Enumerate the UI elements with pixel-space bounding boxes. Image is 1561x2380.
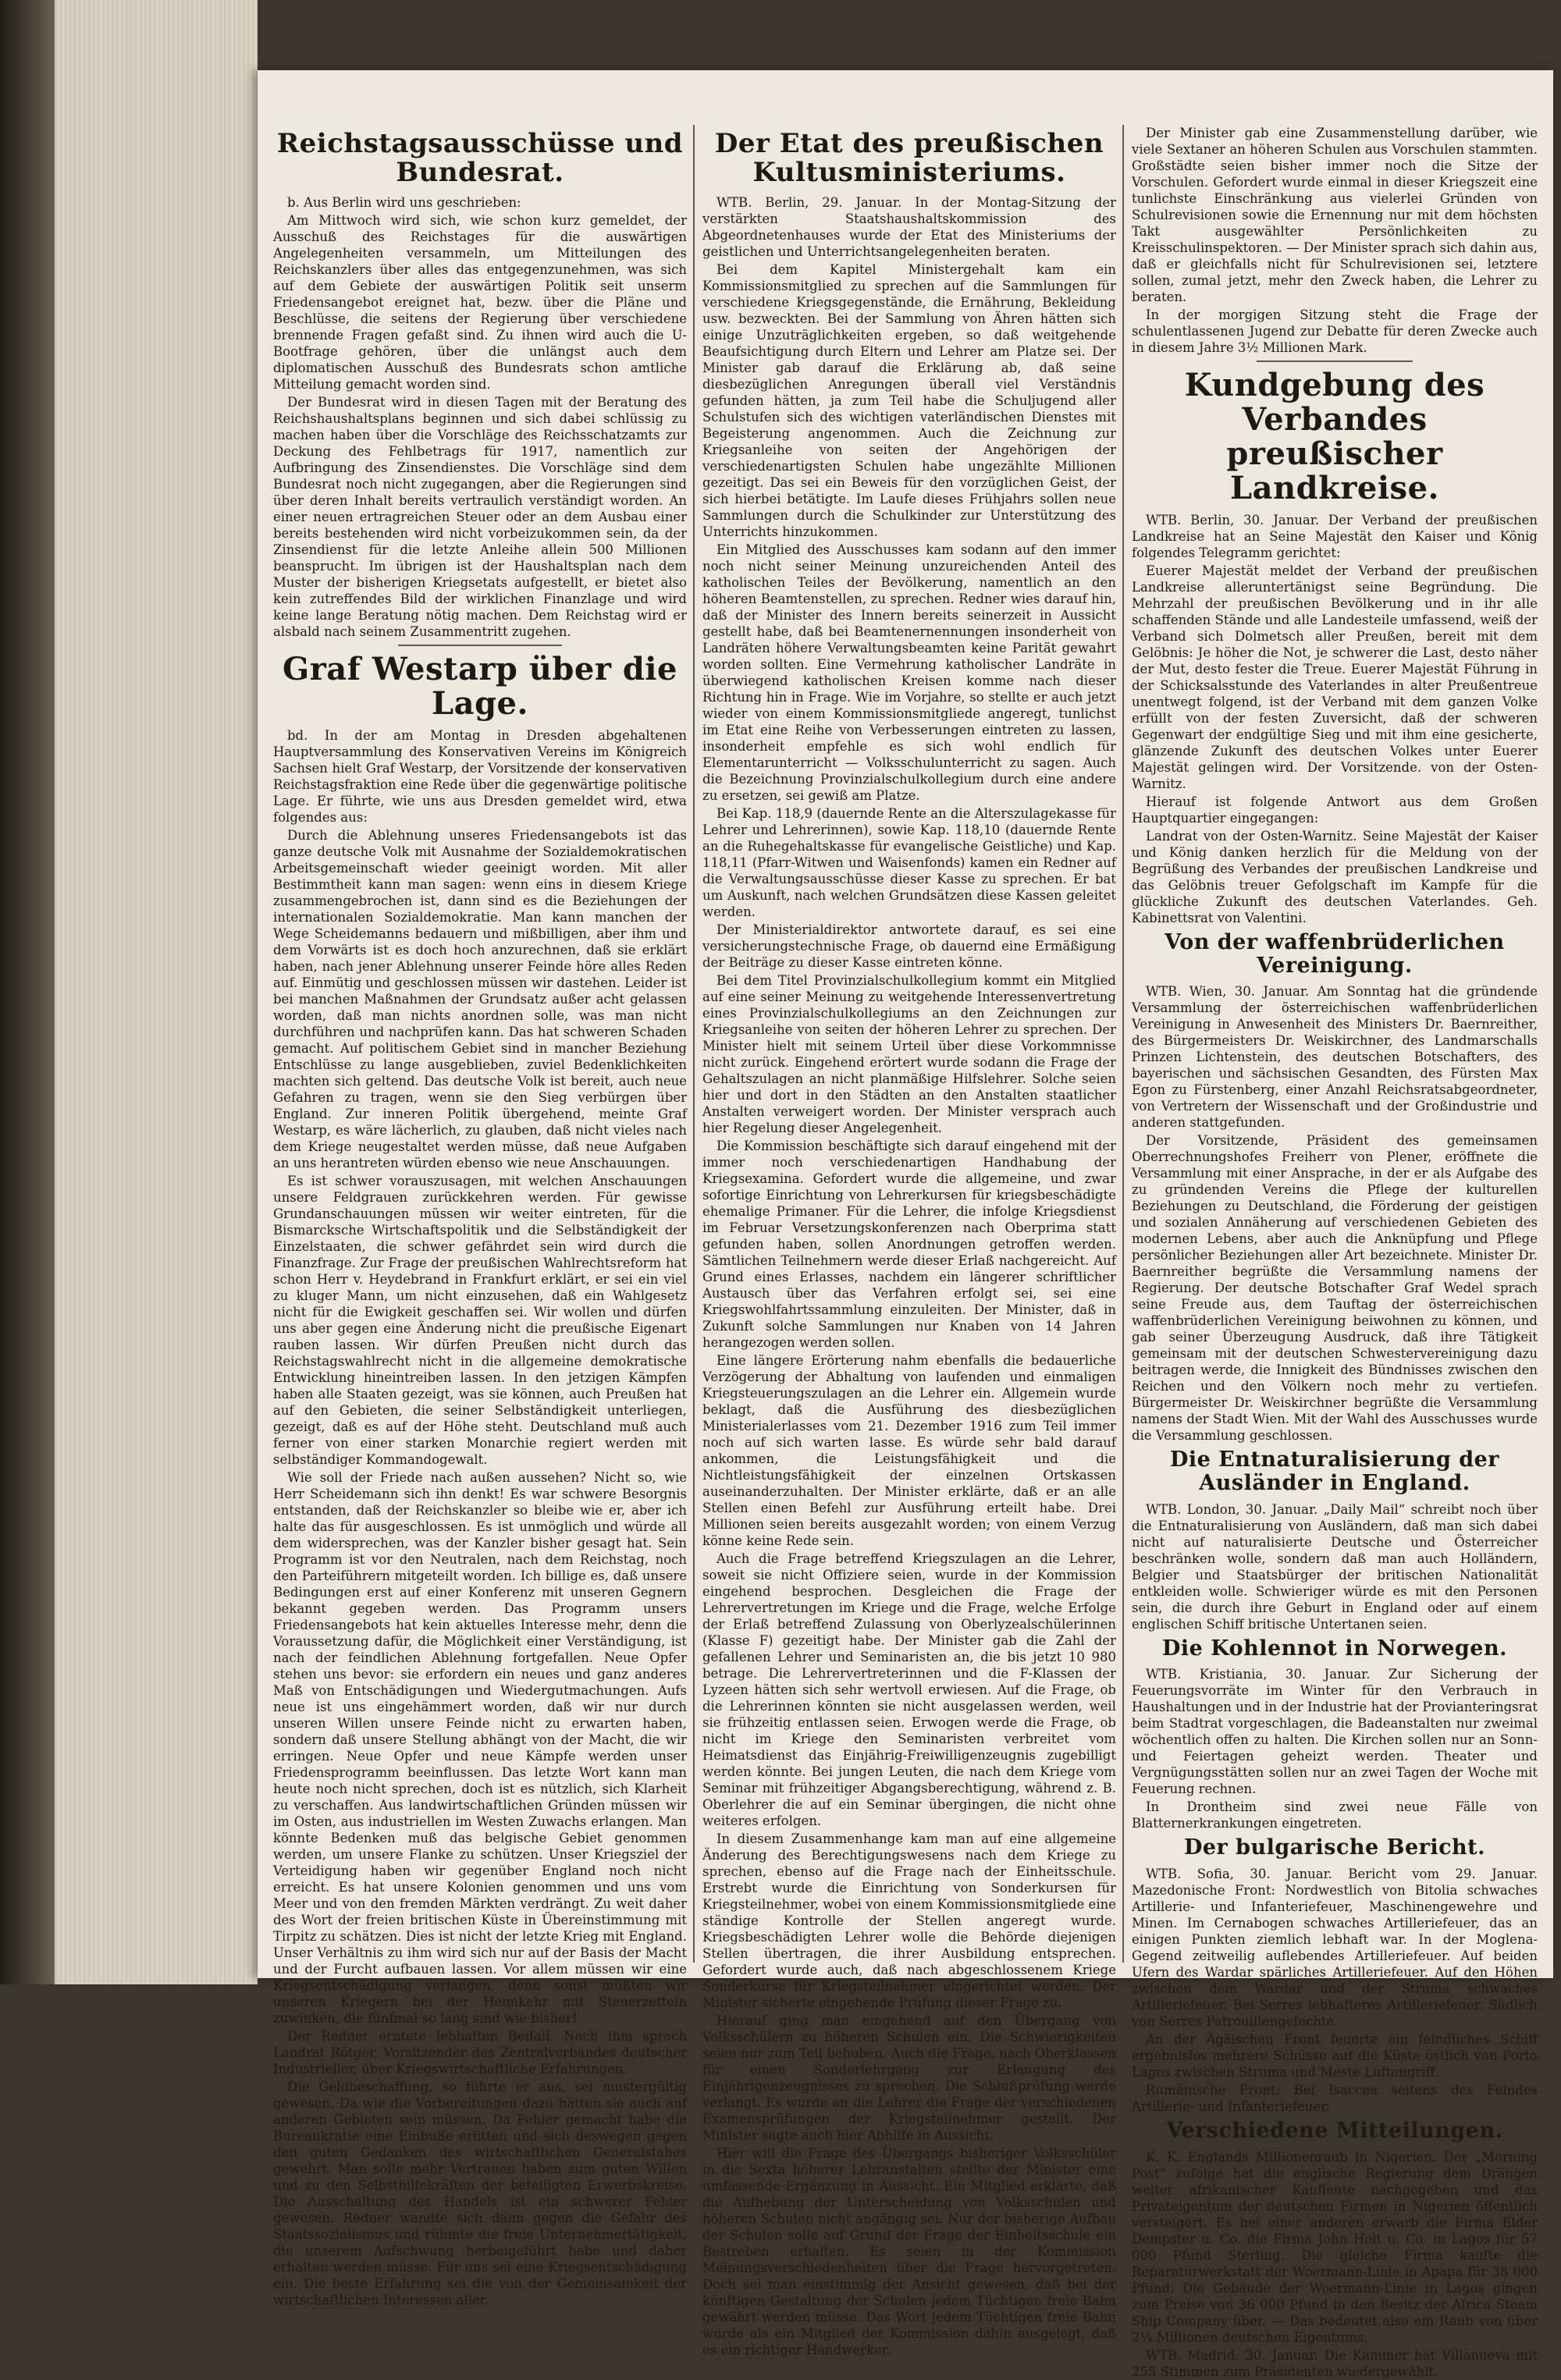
article-paragraph: WTB. Sofia, 30. Januar. Bericht vom 29. Januar. Mazedonische Front: Nordwestlich von Bitolia schwaches Artillerie- und Infanteriefeuer, Maschinengewehre und Minen. Im Cernabogen schwaches Artilleriefeuer, das an einigen Punkten ziemlich lebhaft war. In der Moglena-Gegend zeitweilig auflebendes Artilleriefeuer. Auf beiden Ufern des Wardar spärliches Artilleriefeuer. Auf den Höhen zwischen dem Wardar und der Struma schwaches Artilleriefeuer. Bei Serres lebhafteres Artilleriefeuer. Südlich von Serres Patrouillengefechte. [1132,1867,1538,2030]
article-paragraph: Der Ministerialdirektor antwortete darauf, es sei eine versicherungstechnische Frage, ob dauernd eine Ermäßigung der Beiträge zu dieser Kasse eintreten könne. [702,922,1116,970]
article-kohlennot [1132,1637,1538,1832]
article-paragraph: Ein Mitglied des Ausschusses kam sodann auf den immer noch nicht seiner Meinung unzureichenden Anteil des katholischen Teiles der Bevölkerung, namentlich an den höheren Beamtenstellen, zu sprechen. Redner wies darauf hin, daß der Minister des Innern bereits seinerzeit in Aussicht gestellt habe, daß bei Beamtenernennungen insonderheit von Landräten höhere Verwaltungsbeamten keine Parität gewahrt worden sollten. Eine Vermehrung katholischer Landräte in überwiegend katholischen Kreisen komme nach dieser Richtung hin in Frage. Wie im Vorjahre, so stellte er auch jetzt wieder von einem Kommissionsmitgliede angeregt, tunlichst im Etat eine Reihe von Verbesserungen eintreten zu lassen, insonderheit empfehle es sich wohl endlich für Elementarunterricht — Volksschulunterricht zu sagen. Auch die Bezeichnung Provinzialschulkollegium durch eine andere zu ersetzen, sei gewiß am Platze. [702,542,1116,803]
article-paragraph: Die Kommission beschäftigte sich darauf eingehend mit der immer noch verschiedenartigen Handhabung der Kriegsexamina. Gefordert wurde die allgemeine, und zwar sofortige Einrichtung von Lehrerkursen für kriegsbeschädigte ehemalige Primaner. Für die Lehrer, die infolge Kriegsdienst im Februar Versetzungskonferenzen nach Oberprima statt gefunden haben, sollen Anordnungen getroffen werden. Sämtlichen Teilnehmern werde dieser Erlaß nachgereicht. Auf Grund eines Erlasses, nachdem ein längerer schriftlicher Austausch über das Verfahren erfolgt sei, sei eine Kriegswohlfahrtssammlung einzuleiten. Der Minister, daß in Zukunft solche Sammlungen nur Knaben von 14 Jahren herangezogen werden sollen. [702,1138,1116,1350]
article-paragraph: Der Vorsitzende, Präsident des gemeinsamen Oberrechnungshofes Freiherr von Plener, eröffnete die Versammlung mit einer Ansprache, in der er als Aufgabe des zu gründenden Vereins die Pflege der kulturellen Beziehungen zu Deutschland, die Förderung der geistigen und sozialen Annäherung auf verschiedenen Gebieten des modernen Lebens, aber auch die Anknüpfung und Pflege persönlicher Beziehungen aller Art bezeichnete. Minister Dr. Baernreither begrüßte die Versammlung namens der Regierung. Der deutsche Botschafter Graf Wedel sprach seine Freude aus, dem Tauftag der österreichischen waffenbrüderlichen Vereinigung beiwohnen zu können, und gab seiner Überzeugung Ausdruck, daß ihre Tätigkeit gemeinsam mit der deutschen Schwestervereinigung dazu beitragen werde, die Innigkeit des Bündnisses zwischen den Reichen und den Völkern noch mehr zu vertiefen. Bürgermeister Dr. Weiskirchner begrüßte die Versammlung namens der Stadt Wien. Mit der Wahl des Ausschusses wurde die Versammlung geschlossen. [1132,1133,1538,1444]
article-paragraph: K. K. Englands Millionenraub in Nigerien. Der „Morning Post“ zufolge hat die englische Regierung dem Drängen weiter afrikanischer Kaufleute nachgegeben und das Privateigentum der deutschen Firmen in Nigerien öffentlich versteigert. Es bei einer anderen erwarb die Firma Elder Dempster u. Co. die Firma John Holt u. Co. in Lagos für 57 000 Pfund Sterling. Die gleiche Firma kaufte die Reparaturwerkstatt der Woermann-Linie in Apapa für 38 000 Pfund. Die Gebäude der Woermann-Linie in Lagos gingen zum Preise von 36 000 Pfund in den Besitz der Africa Steam Ship Company über. — Das bedeutet also ein Raub von über 2¼ Millionen deutschen Eigentums. [1132,2149,1538,2345]
article-paragraph: Eine längere Erörterung nahm ebenfalls die bedauerliche Verzögerung der Abhaltung von laufenden und einmaligen Kriegsteuerungszulagen an die Lehrer ein. Allgemein wurde beklagt, daß die Ausführung des diesbezüglichen Ministerialerlasses vom 21. Dezember 1916 zum Teil immer noch auf sich warten lasse. Es würde sehr bald darauf ankommen, die Leistungsfähigkeit und die Nichtleistungsfähigkeit der einzelnen Ortskassen auseinanderzuhalten. Der Minister erklärte, daß er an alle Stellen einen Befehl zur Ausführung erteilt habe. Drei Millionen seien bereits ausgezahlt worden; von einem Verzug könne keine Rede sein. [702,1352,1116,1548]
article-paragraph: Bei dem Titel Provinzialschulkollegium kommt ein Mitglied auf eine seiner Meinung zu weitgehende Interessenvertretung eines Provinzialschulkollegiums an den Zeichnungen zur Kriegsanleihe von seiten der höheren Lehrer zu sprechen. Der Minister hielt mit seinem Urteil über diese Vorkommnisse nicht zurück. Eingehend erörtert wurde sodann die Frage der Gehaltszulagen an nicht planmäßige Hilfslehrer. Solche seien hier und dort in den Städten an den Anstalten staatlicher Anstalten verweigert worden. Der Minister versprach auch hier Regelung dieser Angelegenheit. [702,972,1116,1135]
column-3 [1132,125,1538,2379]
article-headline: Reichstagsausschüsse und Bundesrat. [276,128,684,189]
article-paragraph: Euerer Majestät meldet der Verband der preußischen Landkreise alleruntertänigst seine Begründung. Die Mehrzahl der preußischen Bevölkerung und in ihr alle schaffenden Stände und alle Landesteile umfassend, weiß der Verband sich Dolmetsch aller Preußen, bereit mit dem Gelöbnis: Je höher die Not, je schwerer die Last, desto näher der Mut, desto fester die Treue. Euerer Majestät Führung in der Schicksalsstunde des Vaterlandes in alter Preußentreue unentwegt folgend, ist der Verband mit dem ganzen Volke erfüllt von der festen Zuversicht, daß der schweren Gegenwart der endgültige Sieg und mit ihm eine gesicherte, glänzende Zukunft des deutschen Volkes unter Euerer Majestät gelingen wird. Der Vorsitzende. von der Osten-Warnitz. [1132,563,1538,791]
article-paragraph: WTB. Wien, 30. Januar. Am Sonntag hat die gründende Versammlung der österreichischen waffenbrüderlichen Vereinigung in Anwesenheit des Ministers Dr. Baernreither, des Bürgermeisters Dr. Weiskirchner, des Landmarschalls Prinzen Lichtenstein, des deutschen Botschafters, des bayerischen und sächsischen Gesandten, des Fürsten Max Egon zu Fürstenberg, einer Anzahl Reichsratsabgeordneter, von Vertretern der Wissenschaft und der Großindustrie und anderen stattgefunden. [1132,984,1538,1131]
article-paragraph: WTB. London, 30. Januar. „Daily Mail“ schreibt noch über die Entnaturalisierung von Ausländern, daß man sich dabei nicht auf naturalisierte Deutsche und Österreicher beschränken wolle, sondern daß man auch Holländern, Belgier und Staatsbürger der britischen Nationalität entkleiden wolle. Schwieriger würde es mit den Personen sein, die durch ihre Geburt in England oder auf einem englischen Schiff britische Untertanen seien. [1132,1501,1538,1632]
article-paragraph: Der Bundesrat wird in diesen Tagen mit der Beratung des Reichshaushaltsplans beginnen und sich dabei schlüssig zu machen haben über die Vorschläge des Reichsschatzamts zur Deckung des Fehlbetrags für 1917, namentlich zur Aufbringung des Zinsendienstes. Die Vorschläge sind dem Bundesrat noch nicht zugegangen, aber die Regierungen sind über deren Inhalt bereits vertraulich verständigt worden. An einer neuen ertragreichen Steuer oder an dem Ausbau einer bereits bestehenden wird nicht vorbeizukommen sein, da der Zinsendienst für die letzte Anleihe allein 500 Millionen beansprucht. Im übrigen ist der Haushaltsplan nach dem Muster der bisherigen Kriegsetats aufgestellt, er bietet also kein zutreffendes Bild der wirklichen Finanzlage und wird keine lange Beratung nötig machen. Dem Reichstag wird er alsbald nach seinem Zusammentritt zugehen. [273,394,687,639]
newspaper-page [258,70,1553,2379]
article-paragraph: WTB. Berlin, 30. Januar. Der Verband der preußischen Landkreise hat an Seine Majestät den Kaiser und König folgendes Telegramm gerichtet: [1132,513,1538,560]
article-paragraph: WTB. Madrid, 30. Januar. Die Kammer hat Villanueva mit 255 Stimmen zum Präsidenten wiedergewählt. [1132,2347,1538,2379]
section-divider [1257,361,1413,362]
article-landkreise [1132,368,1538,926]
article-paragraph: Bei dem Kapitel Ministergehalt kam ein Kommissionsmitglied zu sprechen auf die Sammlungen für verschiedene Kriegsgegenstände, die Ernährung, Bekleidung usw. bezweckten. Bei der Sammlung von Ähren hätten sich einige Unzuträglichkeiten ergeben, so daß weitgehende Beaufsichtigung durch Eltern und Lehrer am Platze sei. Der Minister gab darauf die Erklärung ab, daß seine diesbezüglichen Anregungen überall viel Verständnis gefunden hätten, ja zum Teil habe die Schuljugend aller Schulstufen sich des wichtigen vaterländischen Dienstes mit Begeisterung angenommen. Auch die Zeichnung zur Kriegsanleihe von seiten der Angehörigen der verschiedenartigsten Schulen habe ungezählte Millionen gezeitigt. Das sei ein Beweis für den vorzüglichen Geist, der sich hierbei betätigte. Im Laufe dieses Frühjahrs sollen neue Sammlungen durch die Schulkinder zur Unterstützung des Unterrichts hinzukommen. [702,261,1116,539]
article-reichstagsausschuesse [273,130,687,640]
column-2 [702,125,1116,2357]
article-paragraph: Durch die Ablehnung unseres Friedensangebots ist das ganze deutsche Volk mit Ausnahme der Sozialdemokratischen Arbeitsgemeinschaft wieder geeinigt worden. Mit aller Bestimmtheit kann man sagen: wenn eins in diesem Kriege zusammengebrochen ist, dann sind es die Beziehungen der internationalen Sozialdemokratie. Man kann manchen der Wege Scheidemanns bedauern und mißbilligen, aber ihm und dem Vorwärts ist es doch hoch anzurechnen, daß sie erklärt haben, nach jener Ablehnung unserer Feinde höre alles Reden auf. Einmütig und geschlossen müssen wir dastehen. Leider ist bei manchen Maßnahmen der Grundsatz außer acht gelassen worden, daß man nichts anordnen solle, was man nicht durchführen und nachprüfen kann. Das hat schweren Schaden gemacht. Auf politischem Gebiet sind in mancher Beziehung Entschlüsse zu lange ausgeblieben, zuviel Bedenklichkeiten machten sich geltend. Das deutsche Volk ist bereit, auch neue Gefahren zu tragen, wenn sie den Sieg verbürgen über England. Zur inneren Politik übergehend, meinte Graf Westarp, es wäre lächerlich, zu glauben, daß nicht vieles nach dem Kriege neugestaltet werden müsse, daß neue Aufgaben an uns herantreten würden ebenso wie neue Anschauungen. [273,827,687,1170]
article-bulgarischer-bericht [1132,1836,1538,2115]
article-paragraph: Es ist schwer vorauszusagen, mit welchen Anschauungen unsere Feldgrauen zurückkehren werden. Für gewisse Grundanschauungen müssen wir weiter eintreten, für die Bismarcksche Wirtschaftspolitik und die Selbständigkeit der Einzelstaaten, die schwer gefährdet sein wird durch die Finanzfrage. Zur Frage der preußischen Wahlrechtsreform hat schon Herr v. Heydebrand in Frankfurt erklärt, er sei ein viel zu kluger Mann, um nicht einzusehen, daß ein Wahlgesetz nicht für die Ewigkeit geschaffen sei. Wir wollen und dürfen uns aber gegen eine Änderung nicht die preußische Eigenart rauben lassen. Wir dürfen Preußen nicht durch das Reichstagswahlrecht nicht in die allgemeine demokratische Entwicklung hineintreiben lassen. In den jetzigen Kämpfen haben alle Staaten gezeigt, was sie können, auch Preußen hat auf den Gebieten, die seiner Selbständigkeit unterliegen, gezeigt, daß es auf der Höhe steht. Deutschland muß auch ferner von einer starken Monarchie regiert werden mit selbständiger Kommandogewalt. [273,1173,687,1467]
article-paragraph: Hierauf ging man eingehend auf den Übergang von Volksschülern zu höheren Schulen ein. Die Schwierigkeiten seien nur zum Teil behoben. Auch die Frage, nach Oberklassen für einen Sonderlehrgang zur Erlangung des Einjährigenzeugnisses zu sprechen. Die Schlußprüfung werde verlangt. Es wurde an die Lehrer die Frage der verschiedenen Examensprüfungen der Kriegsteilnehmer gestellt. Der Minister sagte auch hier Abhilfe in Aussicht. [702,2012,1116,2143]
article-headline: Verschiedene Mitteilungen. [1166,2119,1503,2144]
article-paragraph: Der Redner erntete lebhaften Beifall. Nach ihm sprach Landrat Rötger, Vorsitzender des Zentralverbandes deutscher Industrieller, über Kriegswirtschaftliche Erfahrungen. [273,2028,687,2076]
article-paragraph: Die Geldbeschaffung, so führte er aus, sei mustergültig gewesen. Da wie die Vorbereitungen dazu hätten sie auch auf anderen Gebieten sein müssen. Da Fehler gemacht habe die Bureaukratie eine Einbuße erlitten und sich deswegen gegen den guten Gedanken des wirtschaftlichen Generalstabes gewehrt. Man solle mehr Vertrauen haben zum guten Willen und zu den Selbsthilfekräften der beteiligten Erwerbskreise. Die Ausschaltung des Handels ist ein schwerer Fehler gewesen. Redner wandte sich dann gegen die Gefahr des Staatssozialismus und rühmte die freie Unternehmertätigkeit, die unserem Aufschwung herbeigeführt habe und daher erhalten werden müsse. Für uns sei eine Kriegsentschädigung ein. Die beste Erfahrung sei die von der Gemeinsamkeit der wirtschaftlichen Interessen aller. [273,2079,687,2307]
article-headline: Die Entnaturalisierung der Ausländer in England. [1169,1448,1500,1496]
article-graf-westarp [273,652,687,2308]
article-paragraph: Auch die Frage betreffend Kriegszulagen an die Lehrer, soweit sie nicht Offiziere seien, wurde in der Kommission eingehend besprochen. Desgleichen die Frage der Lehrervertretungen im Kriege und die Frage, welche Erfolge der Erlaß betreffend Zulassung von Oberlyzealschülerinnen (Klasse F) gezeitigt habe. Der Minister gab die Zahl der gefallenen Lehrer und Seminaristen an, die bis jetzt 10 980 betrage. Die Lehrervertreterinnen und die F-Klassen der Lyzeen hätten sich sehr wertvoll erwiesen. Auf die Frage, ob die Lehrerinnen könnten sie nicht ausgelassen werden, weil sie frühzeitig entlassen seien. Erwogen werde die Frage, ob nicht im Kriege den Seminaristen verbreitet vom Heimatsdienst das Einjährig-Freiwilligenzeugnis zugebilligt werden könnte. Bei jungen Leuten, die nach dem Kriege vom Seminar mit frühzeitiger Abgangsberechtigung, während z. B. Oberlehrer die auf ein Seminar übergingen, die nicht ohne weiteres erfolgen. [702,1551,1116,1828]
article-paragraph: Am Mittwoch wird sich, wie schon kurz gemeldet, der Ausschuß des Reichstages für die auswärtigen Angelegenheiten versammeln, um Mitteilungen des Reichskanzlers über alles das entgegenzunehmen, was sich auf dem Gebiete der auswärtigen Politik seit unserm Friedensangebot ereignet hat, bezw. über die Pläne und Beschlüsse, die seitens der Regierung über verschiedene brennende Fragen gefaßt sind. Zu ihnen wird auch die U-Bootfrage gehören, über die unlängst auch dem diplomatischen Ausschuß des Bundesrats schon amtliche Mitteilung gemacht worden sind. [273,212,687,392]
section-divider [398,645,562,646]
article-waffenbrueder [1132,931,1538,1444]
article-headline: Die Kohlennot in Norwegen. [1161,1636,1508,1661]
article-paragraph: Hier will die Frage des Übergangs bisheriger Volksschüler in die Sexta höherer Lehranstalten stellte der Minister eine umfassende Ergänzung in Aussicht. Ein Mitglied erklärte, daß die Aufhebung der Unterscheidung von Volksschulen und höheren Schulen nicht angängig sei. Nur der bisherige Aufbau der Schulen solle auf Grund der Frage der Einheitsschule ein Bestreben erhalten. Es seien in der Kommission Meinungsverschiedenheiten über die Frage hervorgetreten. Doch sei man einstimmig der Ansicht gewesen, daß bei der künftigen Gestaltung der Schulen jedem Tüchtigen freie Bahn gewährt werden müsse. Das Wort jedem Tüchtigen freie Bahn wurde als ein Mitglied der Kommission dahin ausgelegt, daß es ein richtiger Handwerker. [702,2145,1116,2357]
article-paragraph: In diesem Zusammenhange kam man auf eine allgemeine Änderung des Berechtigungswesens nach dem Kriege zu sprechen, ebenso auf die Frage nach der Einheitsschule. Erstrebt wurde die Einrichtung von Sonderkursen für Kriegsteilnehmer, wobei von einem Kommissionsmitgliede eine ständige Kontrolle der Stellen angeregt wurde. Kriegsbeschädigten Lehrer wolle die Behörde diejenigen Stellen übertragen, die ihrer Ausbildung entsprechen. Gefordert wurde auch, daß nach abgeschlossenem Kriege Sonderkurse für Kriegsteilnehmer eingerichtet werden. Der Minister sicherte eingehende Prüfung dieser Frage zu. [702,1831,1116,2010]
column-1 [273,125,687,2307]
column-rule [693,125,695,1963]
article-paragraph: Landrat von der Osten-Warnitz. Seine Majestät der Kaiser und König danken herzlich für die Meldung von der Begrüßung des Verbandes der preußischen Landkreise und das Gelöbnis treuer Gefolgschaft im Kampfe für die glückliche Zukunft des deutschen Vaterlandes. Geh. Kabinettsrat von Valentini. [1132,829,1538,925]
article-kultus-continued [1132,125,1538,356]
article-paragraph: WTB. Kristiania, 30. Januar. Zur Sicherung der Feuerungsvorräte im Winter für den Verbrauch in Haushaltungen und in der Industrie hat der Provianteringsrat beim Stadtrat vorgeschlagen, die Badeanstalten nur zweimal wöchentlich offen zu halten. Die Kirchen sollen nur an Sonn- und Feiertagen geheizt werden. Theater und Vergnügungsstätten sollen nur an zwei Tagen der Woche mit Feuerung rechnen. [1132,1667,1538,1797]
article-paragraph: bd. In der am Montag in Dresden abgehaltenen Hauptversammlung des Konservativen Vereins im Königreich Sachsen hielt Graf Westarp, der Vorsitzende der konservativen Reichstagsfraktion eine Rede über die gegenwärtige politische Lage. Er führte, wie uns aus Dresden gemeldet wird, etwa folgendes aus: [273,727,687,825]
article-paragraph: In der morgigen Sitzung steht die Frage der schulentlassenen Jugend zur Debatte für deren Zwecke auch in diesem Jahre 3½ Millionen Mark. [1132,307,1538,355]
article-headline: Kundgebung des Verbandes preußischer Landkreise. [1184,367,1485,506]
article-headline: Der bulgarische Bericht. [1183,1835,1486,1860]
article-paragraph: Rumänische Front: Bei Isaccea seitens des Feindes Artillerie- und Infanteriefeuer. [1132,2083,1538,2115]
book-spine [0,0,55,1984]
article-paragraph: An der Ägäischen Front feuerte ein feindliches Schiff ergebnislos mehrere Schüsse auf die Küste östlich von Porto Lagos zwischen Struma und Meste Luftangriff. [1132,2032,1538,2080]
article-entnaturalisierung [1132,1448,1538,1632]
column-rule [1122,125,1124,1963]
article-kultusministerium [702,130,1116,2358]
article-paragraph: Bei Kap. 118,9 (dauernde Rente an die Alterszulagekasse für Lehrer und Lehrerinnen), sowie Kap. 118,10 (dauernde Rente an die Ruhegehaltskasse für evangelische Geistliche) und Kap. 118,11 (Pfarr-Witwen und Waisenfonds) kamen ein Redner auf die Verwaltungsausschüsse dieser Kasse zu sprechen. Er bat um Auskunft, nach welchen Grundsätzen diese Kassen geleitet werden. [702,805,1116,919]
article-paragraph: WTB. Berlin, 29. Januar. In der Montag-Sitzung der verstärkten Staatshaushaltskommission des Abgeordnetenhauses wurde der Etat des Ministeriums der geistlichen und Unterrichtsangelegenheiten beraten. [702,194,1116,259]
article-headline: Von der waffenbrüderlichen Vereinigung. [1165,930,1505,978]
article-headline: Der Etat des preußischen Kultusministeriums. [714,128,1104,189]
article-paragraph: Der Minister gab eine Zusammenstellung darüber, wie viele Sextaner an höheren Schulen aus Vorschulen stammten. Großstädte seien bisher immer noch die Sitze der Vorschulen. Gefordert wurde einmal in dieser Kriegszeit eine tunlichste Einschränkung aus vielerlei Gründen von Schulrevisionen sowie die Ernennung nur mit dem höchsten Takt ausgewählter Persönlichkeiten zu Kreisschulinspektoren. — Der Minister sprach sich dahin aus, daß er gleichfalls nicht für Schulrevisionen sei, letztere sollen, zumal jetzt, mehr den Zweck haben, die Lehrer zu beraten. [1132,126,1538,304]
article-paragraph: b. Aus Berlin wird uns geschrieben: [287,194,521,210]
article-paragraph: Wie soll der Friede nach außen aussehen? Nicht so, wie Herr Scheidemann sich ihn denkt! Es war schwere Besorgnis entstanden, daß der Reichskanzler so bleibe wie er, aber ich halte das für ausgeschlossen. Es ist unmöglich und würde all dem widersprechen, was der Kanzler bisher gesagt hat. Sein Programm ist vor den Neutralen, nach dem Reichstag, noch den Parteiführern mitgeteilt worden. Ich billige es, daß unsere Bedingungen erst auf einer Konferenz mit unseren Gegnern bekannt gegeben werden. Das Programm unsers Friedensangebots hat kein aktuelles Interesse mehr, denn die Voraussetzung dafür, die Möglichkeit einer Verständigung, ist nach der feindlichen Ablehnung fortgefallen. Neue Opfer stehen uns bevor: sie erfordern ein neues und ganz anderes Maß von Entschädigungen und Wiedergutmachungen. Aufs neue ist uns eingehämmert worden, daß wir nur durch unseren Willen unsere Feinde nicht zu erwarten haben, sondern daß unsere Stellung abhängt von der Macht, die wir erringen. Neue Opfer und neue Kämpfe werden unser Friedensprogramm beeinflussen. Das letzte Wort kann man heute noch nicht sprechen, doch ist es nützlich, sich Klarheit zu verschaffen. Aus landwirtschaftlichen Gründen müssen wir im Osten, aus industriellen im Westen Zuwachs erlangen. Man könnte Bedenken muß das belgische Gebiet genommen werden, um unsere Flanke zu schützen. Unser Kriegsziel der Verteidigung haben wir gegenüber England noch nicht erreicht. Es hat unsere Kolonien genommen und uns vom Meer und von den fremden Märkten verdrängt. Zu weit daher des Wort der freien britischen Küste in Übereinstimmung mit Tirpitz zu schätzen. Dies ist nicht der letzte Krieg mit England. Unser Verhältnis zu ihm wird sich nur auf der Basis der Macht und der Furcht aufbauen lassen. Vor allem müssen wir eine Kriegsentschädigung verlangen, denn sonst müßten wir unseren Kriegern bei der Heimkehr mit Steuerzetteln zuwinken, die fünfmal so lang sind wie bisher! [273,1469,687,2026]
article-verschiedene-mitteilungen [1132,2119,1538,2380]
article-paragraph: In Drontheim sind zwei neue Fälle von Blatternerkrankungen eingetreten. [1132,1799,1538,1831]
article-paragraph: Hierauf ist folgende Antwort aus dem Großen Hauptquartier eingegangen: [1132,794,1538,826]
article-headline: Graf Westarp über die Lage. [283,650,677,722]
